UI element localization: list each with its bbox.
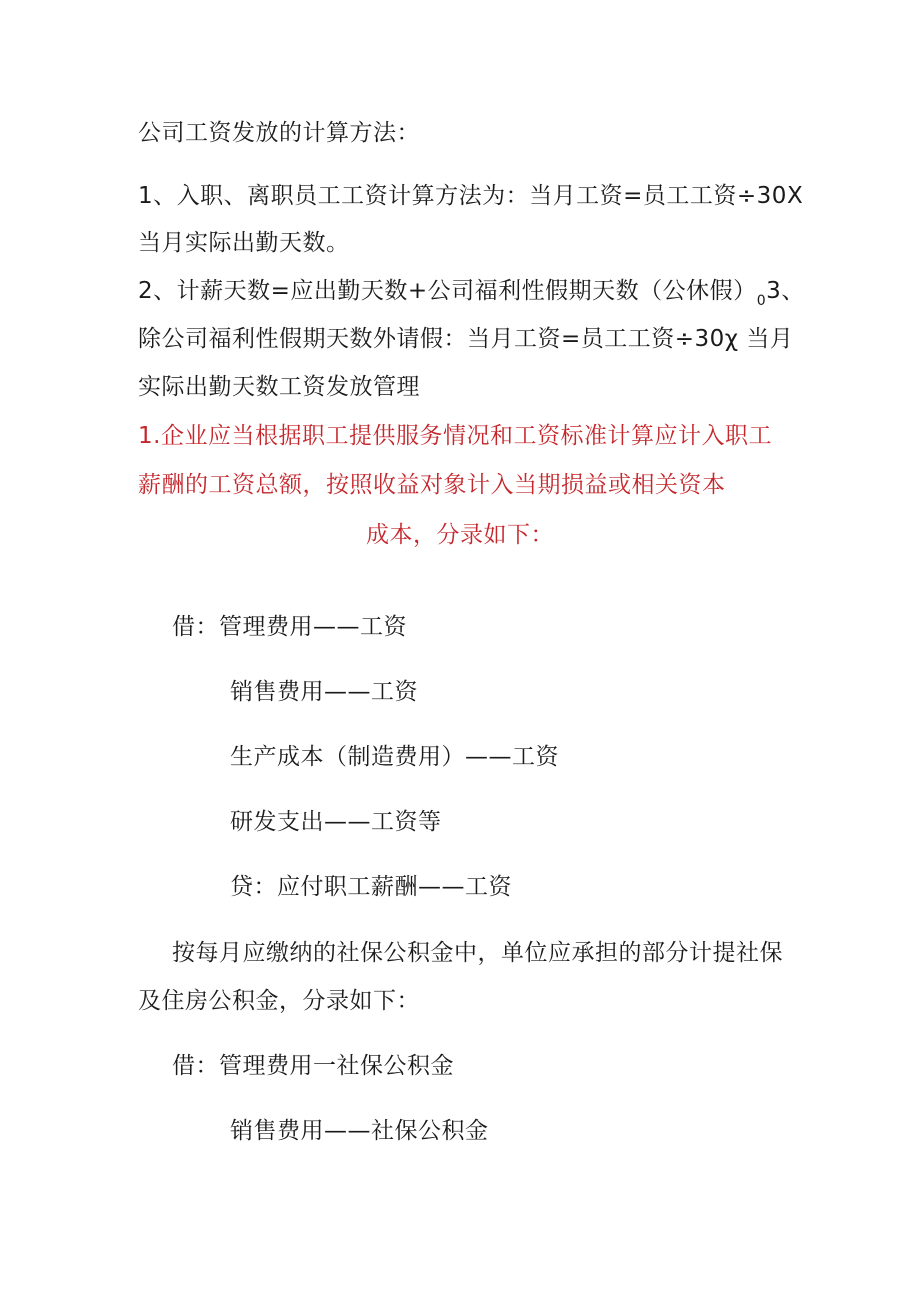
item2-line2: 除公司福利性假期天数外请假：当月工资=员工工资÷30χ 当月 [138,326,794,352]
entry1-line4: 研发支出——工资等 [230,809,442,835]
red-section-line3: 成本，分录如下： [366,522,554,548]
item2-line1 [138,276,805,309]
item1-line1: 1、入职、离职员工工资计算方法为：当月工资=员工工资÷30X [138,183,804,209]
entry1-line2: 销售费用——工资 [230,679,418,705]
entry1-credit: 贷：应付职工薪酬——工资 [230,874,512,900]
red-section-line1: 1.企业应当根据职工提供服务情况和工资标准计算应计入职工 [138,423,772,449]
item2-line1-sub: 0 [756,293,767,309]
social-line2: 及住房公积金，分录如下： [138,988,420,1014]
item2-line1-main: 2、计薪天数=应出勤天数+公司福利性假期天数（公休假） [138,278,757,304]
entry2-line2: 销售费用——社保公积金 [230,1118,489,1144]
entry1-debit: 借：管理费用——工资 [172,614,407,640]
entry2-debit: 借：管理费用一社保公积金 [172,1053,454,1079]
document-title: 公司工资发放的计算方法： [138,120,420,146]
item1-line2: 当月实际出勤天数。 [138,230,350,256]
item2-line1-tail: 3、 [766,278,805,304]
item2-line3: 实际出勤天数工资发放管理 [138,374,420,400]
entry1-line3: 生产成本（制造费用）——工资 [230,744,559,770]
red-section-line2: 薪酬的工资总额，按照收益对象计入当期损益或相关资本 [138,472,726,498]
social-line1: 按每月应缴纳的社保公积金中，单位应承担的部分计提社保 [172,940,783,966]
